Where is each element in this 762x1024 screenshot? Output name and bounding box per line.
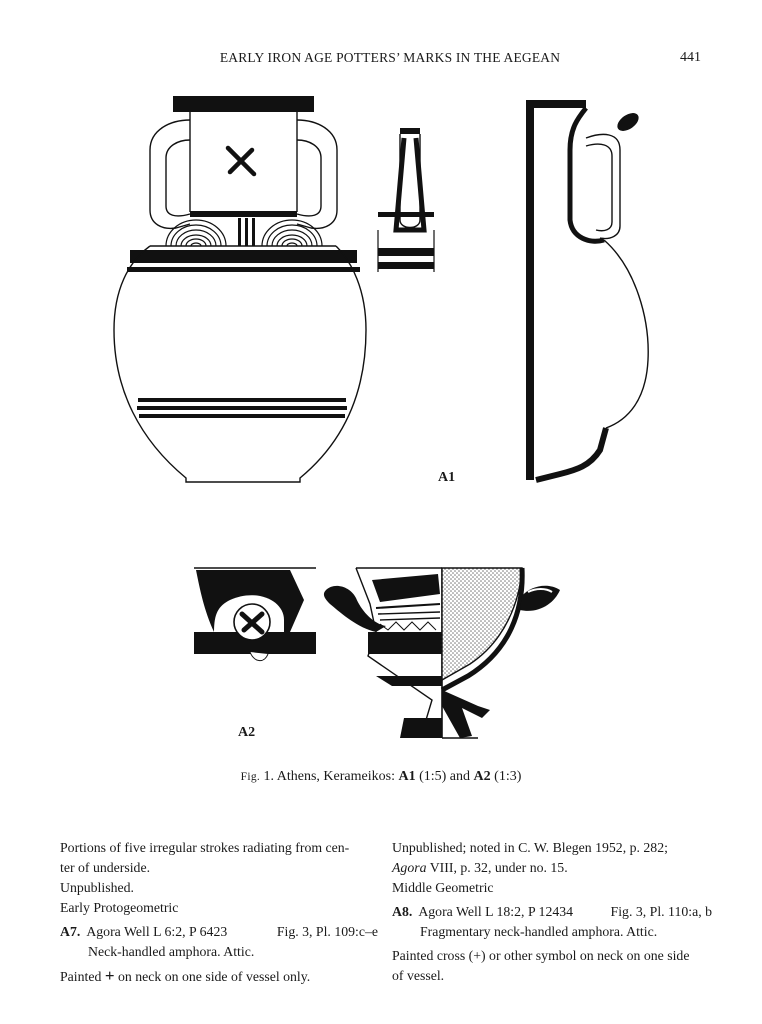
fragment-a2-base [194, 568, 316, 661]
entry-note [392, 946, 712, 966]
running-title: EARLY IRON AGE POTTERS’ MARKS IN THE AEGEAN [219, 50, 561, 65]
body-band-upper [130, 250, 357, 263]
right-column [392, 838, 712, 986]
entry-reference [418, 902, 712, 922]
cross-symbol: + [104, 966, 115, 985]
text-line: ter of underside. [60, 860, 151, 875]
entry-id: A8. [392, 904, 413, 919]
entry-description: Fragmentary neck-handled amphora. Attic. [420, 924, 658, 939]
fragment-a2-cup [324, 568, 560, 738]
amphora-a1-front-view [114, 96, 366, 482]
amphora-body [114, 246, 366, 482]
page-number: 441 [680, 50, 701, 65]
amphora-profile-section [526, 100, 648, 480]
note-before: Painted cross ( [392, 948, 474, 963]
catalog-entry-a7 [60, 922, 378, 942]
left-handle [150, 120, 190, 228]
handle-cross-section [378, 128, 434, 272]
caption-a1: A1 [398, 769, 416, 784]
entry-reference [86, 922, 378, 942]
amphora-rim [173, 96, 314, 112]
cross-symbol: + [473, 948, 482, 963]
text-line: Unpublished; noted in C. W. Blegen 1952, p. 282; [392, 840, 668, 855]
caption-scale-1: (1:5) and [415, 769, 474, 784]
concentric-semicircles-left [166, 220, 226, 246]
concentric-semicircles-right [262, 220, 322, 246]
entry-ref-right: Fig. 3, Pl. 110:a, b [610, 904, 712, 919]
painted-cross-mark [228, 148, 254, 174]
figure-label-a1: A1 [438, 470, 456, 485]
caption-scale-2: (1:3) [490, 769, 522, 784]
caption-a2: A2 [473, 769, 491, 784]
journal-reference: VIII, p. 32, under no. 15. [426, 860, 568, 875]
journal-title: Agora [392, 860, 427, 875]
text-line: Early Protogeometric [60, 900, 179, 915]
text-line [392, 858, 712, 878]
entry-ref-left: Agora Well L 6:2, P 6423 [86, 924, 228, 939]
note-after: ) or other symbol on neck on one side [481, 948, 690, 963]
entry-note [60, 966, 378, 987]
entry-description: Neck-handled amphora. Attic. [88, 944, 255, 959]
text-line: of vessel. [392, 968, 445, 983]
caption-prefix: Fig. [240, 771, 261, 783]
left-column [60, 838, 378, 987]
figure-caption [0, 769, 762, 785]
text-line: Middle Geometric [392, 880, 494, 895]
figure-label-a2: A2 [238, 725, 256, 740]
note-before: Painted [60, 969, 105, 984]
text-line: Unpublished. [60, 880, 134, 895]
catalog-entry-a8 [392, 902, 712, 922]
note-after: on neck on one side of vessel only. [114, 969, 311, 984]
text-line: Portions of five irregular strokes radiating from cen- [60, 840, 350, 855]
zigzag-panel [238, 218, 255, 246]
entry-ref-right: Fig. 3, Pl. 109:c–e [276, 924, 378, 939]
caption-text: 1. Athens, Kerameikos: [260, 769, 399, 784]
right-handle [297, 120, 337, 228]
entry-ref-left: Agora Well L 18:2, P 12434 [418, 904, 574, 919]
entry-id: A7. [60, 924, 81, 939]
